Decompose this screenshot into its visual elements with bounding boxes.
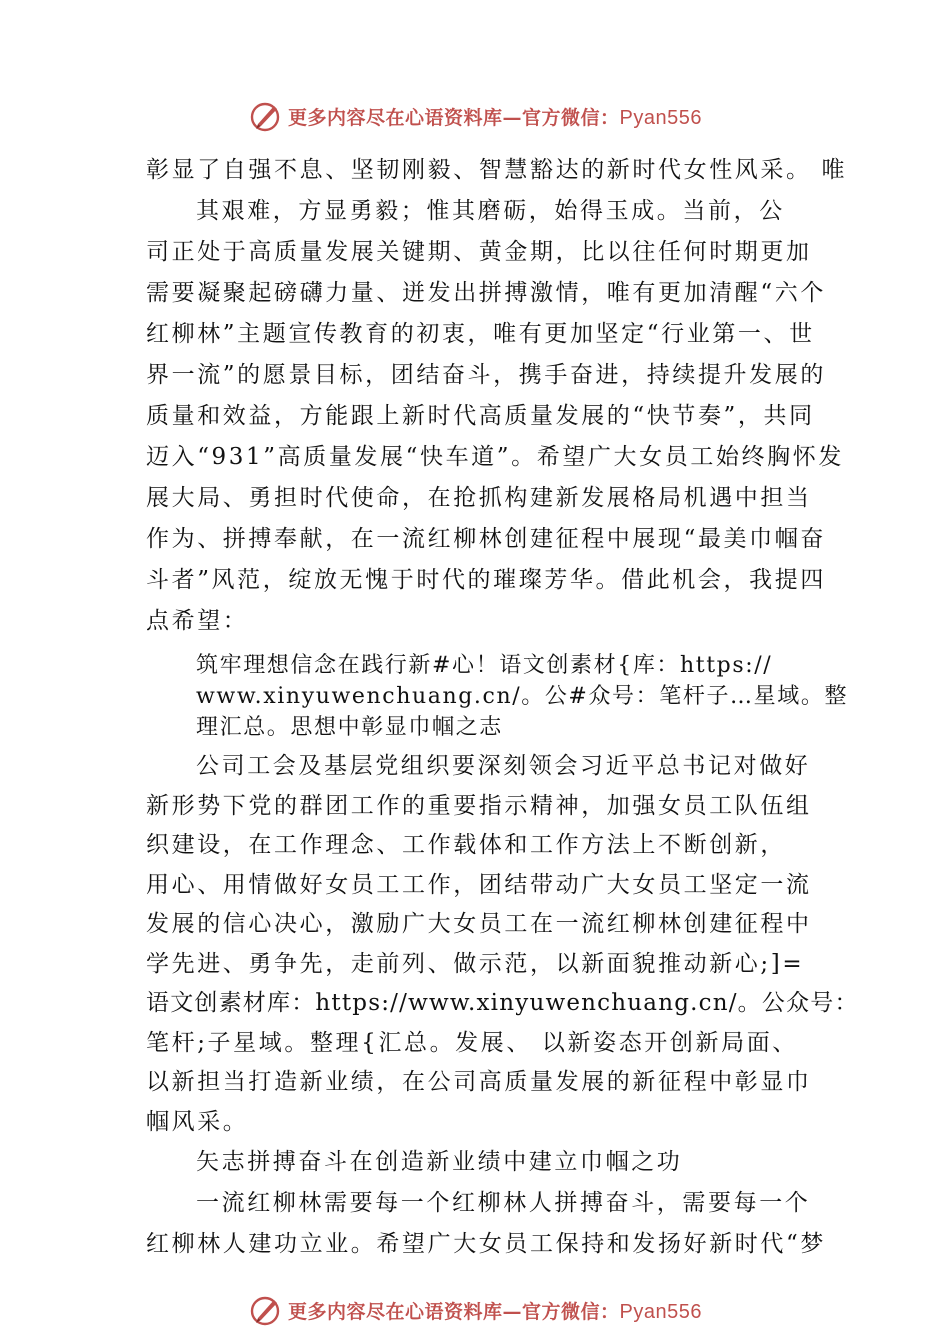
section-heading-2: 矢志拼搏奋斗在创造新业绩中建立巾帼之功 [196, 1149, 683, 1175]
paragraph-line: 司正处于高质量发展关键期、黄金期，比以往任何时期更加 [146, 239, 812, 265]
paragraph-line: 作为、拼搏奉献，在一流红柳林创建征程中展现“最美巾帼奋 [146, 526, 826, 552]
paragraph-line: 用心、用情做好女员工工作，团结带动广大女员工坚定一流 [146, 871, 812, 898]
watermark-wechat-id: Pyan556 [619, 106, 702, 129]
paragraph-line: 需要凝聚起磅礴力量、迸发出拼搏激情，唯有更加清醒“六个 [146, 280, 826, 306]
paragraph-line: 发展的信心决心，激励广大女员工在一流红柳林创建征程中 [146, 911, 812, 937]
paragraph-line: 帼风采。 [146, 1108, 249, 1135]
watermark-text: 更多内容尽在心语资料库—官方微信： [288, 106, 620, 129]
paragraph-line: 质量和效益，方能跟上新时代高质量发展的“快节奏”，共同 [146, 403, 815, 429]
paragraph-line: 学先进、勇争先，走前列、做示范，以新面貌推动新心;]= [146, 950, 805, 977]
section-heading-1 [146, 650, 849, 743]
paragraph-line: 界一流”的愿景目标，团结奋斗，携手奋进，持续提升发展的 [146, 362, 826, 388]
paragraph-line: 红柳林”主题宣传教育的初衷，唯有更加坚定“行业第一、世 [146, 321, 815, 347]
paragraph-line: 其艰难，方显勇毅；惟其磨砺，始得玉成。当前，公 [196, 198, 785, 224]
paragraph-line: 公司工会及基层党组织要深刻领会习近平总书记对做好 [196, 753, 811, 779]
paragraph-line: 斗者”风范，绽放无愧于时代的璀璨芳华。借此机会，我提四 [146, 567, 826, 593]
paragraph-line: 新形势下党的群团工作的重要指示精神，加强女员工队伍组 [146, 792, 812, 819]
watermark-footer [0, 1290, 950, 1330]
heading-line: 理汇总。思想中彰显巾帼之志 [196, 715, 503, 740]
document-body [146, 150, 859, 1265]
paragraph-line: 一流红柳林需要每一个红柳林人拼搏奋斗，需要每一个 [196, 1190, 811, 1216]
paragraph-line: 展大局、勇担时代使命，在抢抓构建新发展格局机遇中担当 [146, 485, 812, 511]
paragraph-line: 以新担当打造新业绩，在公司高质量发展的新征程中彰显巾 [146, 1069, 812, 1095]
paragraph-line: 语文创素材库：https://www.xinyuwenchuang.cn/。公众号： [146, 990, 859, 1016]
paragraph-line: 织建设，在工作理念、工作载体和工作方法上不断创新， [146, 832, 786, 858]
watermark-wechat-id: Pyan556 [619, 1300, 702, 1323]
watermark-header [0, 96, 950, 136]
paragraph-line: 红柳林人建功立业。希望广大女员工保持和发扬好新时代“梦 [146, 1231, 826, 1257]
paragraph-line: 迈入“931”高质量发展“快车道”。希望广大女员工始终胸怀发 [146, 444, 844, 470]
heading-line: 筑牢理想信念在践行新#心！语文创素材{库：https:// [196, 653, 773, 678]
heading-line: www.xinyuwenchuang.cn/。公#众号：笔杆子…星域。整 [196, 684, 849, 709]
pen-logo-icon [248, 98, 284, 134]
pen-logo-icon [248, 1292, 284, 1328]
paragraph-line: 彰显了自强不息、坚韧刚毅、智慧豁达的新时代女性风采。 唯 [146, 157, 848, 183]
paragraph-b [146, 747, 859, 1142]
watermark-text: 更多内容尽在心语资料库—官方微信： [288, 1300, 620, 1323]
paragraph-line: 点希望： [146, 608, 249, 634]
paragraph-line: 笔杆;子星域。整理{汇总。发展、 以新姿态开创新局面、 [146, 1029, 798, 1056]
